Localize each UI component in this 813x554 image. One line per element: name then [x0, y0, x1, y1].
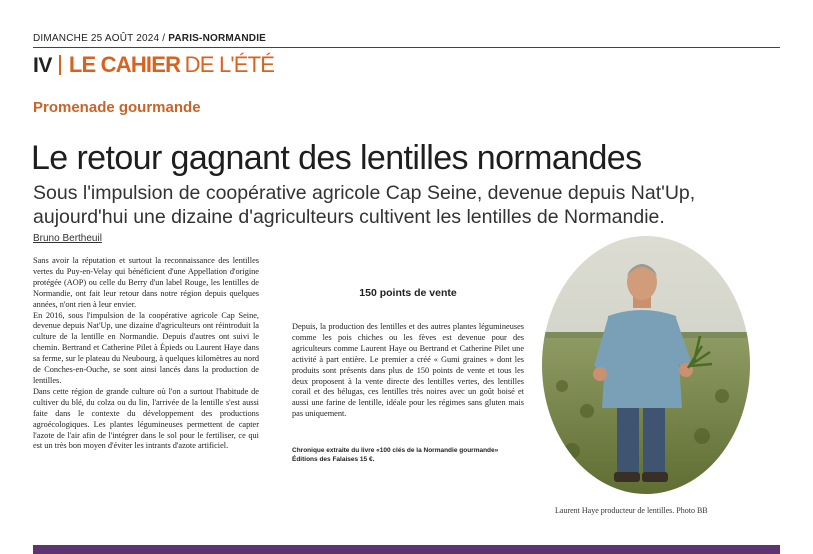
paragraph: Sans avoir la réputation et surtout la reconnaissance des lentilles vertes du Puy-en-Velay qui bénéficient d'une Appellation d'origine protégée (AOP) ou celle du Berry d'un label Rouge, les lentilles de Normandie, ont fait leur retour dans notre région depuis quelques années, n'ont rien à leur envier. — [33, 256, 259, 309]
page-number: IV — [33, 54, 52, 77]
box-title: 150 points de vente — [359, 287, 457, 299]
headline: Le retour gagnant des lentilles normandes — [31, 139, 642, 177]
paragraph: Depuis, la production des lentilles et des autres plantes légumineuses comme les pois chiches ou les fèves est devenue pour des agriculteurs comme Laurent Haye ou Bertrand et Catherine Pilet une activité à part entière. Le premier a créé « Gumi graines » dont les produits sont présents dans plus de 150 points de vente et tous les deux proposent à la vente directe des lentilles vertes, des lentilles corail et des bélugas, ces lentilles très noires avec un goût boisé et aussi une farine de lentille, idéale pour les régimes sans gluten mais pas uniquement. — [292, 322, 524, 419]
subheadline: Sous l'impulsion de coopérative agricole Cap Seine, devenue depuis Nat'Up, aujourd'hui une dizaine d'agriculteurs cultivent les lentilles de Normandie. — [33, 182, 696, 228]
dateline — [33, 33, 266, 44]
paragraph: Dans cette région de grande culture où l'on a surtout l'habitude de cultiver du blé, du colza ou du lin, l'arrivée de la lentille s'est aussi faite dans le contexte du développement des productions agroécologiques. Les plantes légumineuses permettent de capter l'azote de l'air afin de l'intégrer dans le sol pour le fertiliser, ce qui est un très bon moyen d'éviter les intrants d'azote artificiel. — [33, 386, 259, 451]
section-separator — [59, 55, 61, 75]
paragraph: En 2016, sous l'impulsion de la coopérative agricole Cap Seine, devenue depuis Nat'Up, une dizaine d'agriculteurs ont réintroduit la culture de la lentille en Normandie. Depuis d'autres ont suivi le chemin. Bertrand et Catherine Pilet à Épieds ou Laurent Haye dans sa ferme, sur le plateau du Neubourg, à quelques kilomètres au nord de Conches-en-Ouche, se sont ainsi lancés dans la production de lentilles. — [33, 310, 259, 385]
top-rule — [33, 47, 780, 48]
date-text: DIMANCHE 25 AOÛT 2024 / — [33, 33, 166, 44]
section-header — [33, 52, 274, 78]
publication-name: PARIS-NORMANDIE — [168, 33, 267, 44]
farmer-photo — [542, 236, 750, 494]
section-title-bold: LE CAHIER — [68, 52, 181, 77]
byline: Bruno Bertheuil — [33, 233, 102, 244]
kicker: Promenade gourmande — [33, 99, 201, 116]
bottom-color-bar — [33, 545, 780, 554]
article-column-1 — [33, 256, 259, 452]
section-title-light: DE L'ÉTÉ — [184, 52, 275, 77]
book-footnote: Chronique extraite du livre «100 clés de la Normandie gourmande» Éditions des Falaises 15 €. — [292, 447, 499, 463]
photo-caption: Laurent Haye producteur de lentilles. Photo BB — [555, 506, 708, 515]
article-column-2 — [292, 322, 524, 420]
